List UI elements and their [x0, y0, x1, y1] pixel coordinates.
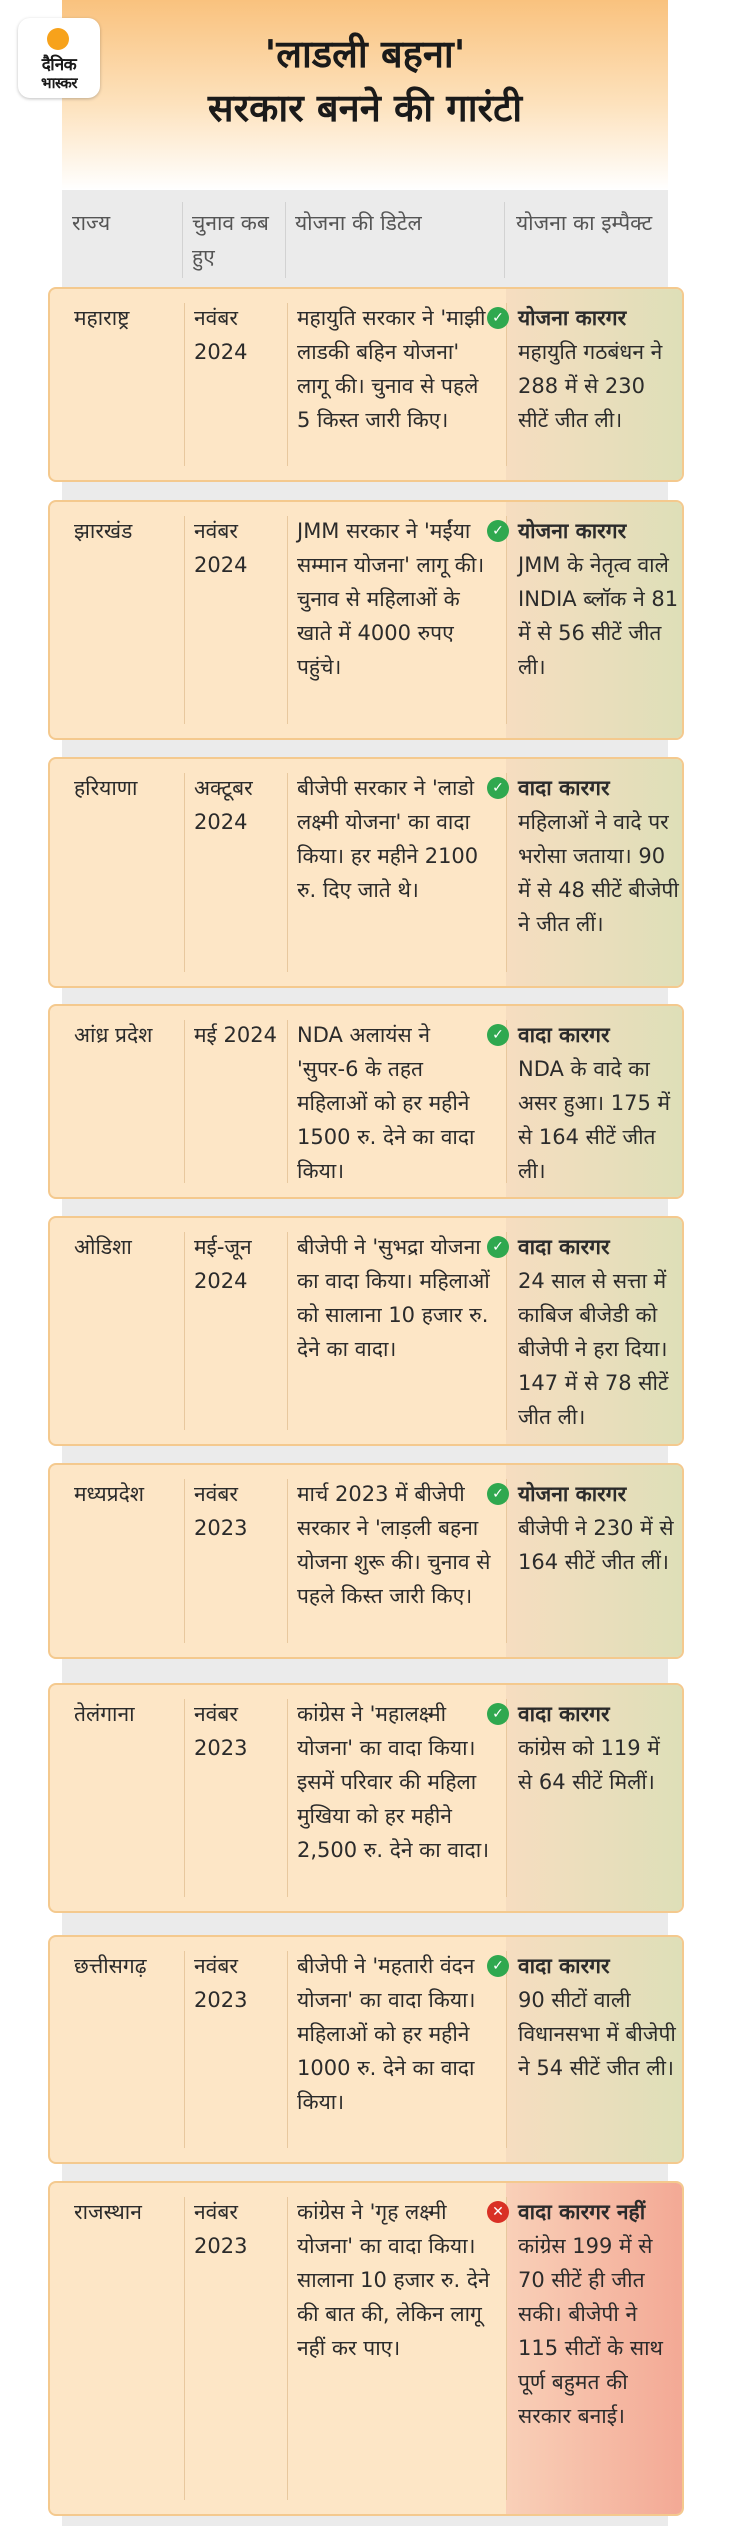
scheme-detail: मार्च 2023 में बीजेपी सरकार ने 'लाड़ली बहना योजना शुरू की। चुनाव से पहले किस्त जारी किए। [297, 1482, 491, 1608]
table-row [48, 2181, 684, 2516]
scheme-detail: कांग्रेस ने 'महालक्ष्मी योजना' का वादा किया। इसमें परिवार की महिला मुखिया को हर महीने 2,500 रु. देने का वादा। [297, 1702, 490, 1862]
status-label: वादा कारगर [518, 776, 610, 800]
election-date: नवंबर 2023 [194, 2200, 248, 2258]
status-label: वादा कारगर नहीं [518, 2200, 646, 2224]
state-name: तेलंगाना [74, 1702, 135, 1726]
column-divider [287, 773, 288, 972]
election-date: नवंबर 2023 [194, 1482, 248, 1540]
state-name: आंध्र प्रदेश [74, 1023, 153, 1047]
header-divider [285, 202, 286, 278]
column-divider [506, 2197, 507, 2500]
column-divider [184, 1232, 185, 1430]
column-divider [184, 2197, 185, 2500]
check-icon: ✓ [487, 1024, 509, 1046]
column-divider [506, 1232, 507, 1430]
check-icon: ✓ [487, 1483, 509, 1505]
column-header-impact: योजना का इम्पैक्ट [516, 211, 653, 235]
column-divider [184, 1699, 185, 1897]
column-divider [287, 1232, 288, 1430]
impact-cell [518, 1477, 680, 1579]
impact-text: महायुति गठबंधन ने 288 में से 230 सीटें जीत ली। [518, 340, 663, 432]
cross-icon: ✕ [487, 2201, 509, 2223]
impact-cell [518, 1018, 680, 1188]
impact-cell [518, 514, 680, 684]
state-name: राजस्थान [74, 2200, 142, 2224]
column-divider [184, 1951, 185, 2148]
column-header-when: चुनाव कब हुए [192, 211, 269, 269]
status-label: वादा कारगर [518, 1235, 610, 1259]
column-divider [287, 1951, 288, 2148]
column-divider [506, 303, 507, 466]
column-divider [287, 1699, 288, 1897]
column-divider [184, 516, 185, 724]
impact-text: 24 साल से सत्ता में काबिज बीजेडी को बीजेपी ने हरा दिया। 147 में से 78 सीटें जीत ली। [518, 1269, 669, 1429]
table-row [48, 500, 684, 740]
column-divider [184, 773, 185, 972]
header-divider [182, 202, 183, 278]
table-row [48, 757, 684, 988]
column-divider [506, 773, 507, 972]
check-icon: ✓ [487, 1236, 509, 1258]
state-name: छत्तीसगढ़ [74, 1954, 147, 1978]
column-divider [287, 2197, 288, 2500]
table-row [48, 1004, 684, 1199]
impact-text: JMM के नेतृत्व वाले INDIA ब्लॉक ने 81 में से 56 सीटें जीत ली। [518, 553, 679, 679]
election-date: अक्टूबर 2024 [194, 776, 253, 834]
column-divider [184, 1479, 185, 1643]
impact-text: बीजेपी ने 230 में से 164 सीटें जीत लीं। [518, 1516, 674, 1574]
impact-text: कांग्रेस को 119 में से 64 सीटें मिलीं। [518, 1736, 660, 1794]
state-name: ओडिशा [74, 1235, 132, 1259]
table-row [48, 1216, 684, 1446]
election-date: मई 2024 [194, 1023, 277, 1047]
scheme-detail: बीजेपी ने 'सुभद्रा योजना का वादा किया। महिलाओं को सालाना 10 हजार रु. देने का वादा। [297, 1235, 490, 1361]
status-label: योजना कारगर [518, 519, 627, 543]
scheme-detail: बीजेपी ने 'महतारी वंदन योजना' का वादा किया। महिलाओं को हर महीने 1000 रु. देने का वादा किया। [297, 1954, 476, 2114]
check-icon: ✓ [487, 1703, 509, 1725]
column-header-state: राज्य [72, 211, 111, 235]
impact-cell [518, 1697, 680, 1799]
column-divider [184, 1020, 185, 1183]
impact-text: 90 सीटों वाली विधानसभा में बीजेपी ने 54 सीटें जीत ली। [518, 1988, 676, 2080]
impact-cell [518, 2195, 680, 2433]
impact-cell [518, 301, 680, 437]
impact-cell [518, 1230, 680, 1434]
table-row [48, 287, 684, 482]
impact-cell [518, 1949, 680, 2085]
brand-line-1: दैनिक [41, 55, 77, 75]
impact-text: NDA के वादे का असर हुआ। 175 में से 164 सीटें जीत ली। [518, 1057, 671, 1183]
scheme-detail: NDA अलायंस ने 'सुपर-6 के तहत महिलाओं को हर महीने 1500 रु. देने का वादा किया। [297, 1023, 475, 1183]
column-divider [287, 1479, 288, 1643]
election-date: मई-जून 2024 [194, 1235, 252, 1293]
status-label: वादा कारगर [518, 1023, 610, 1047]
election-date: नवंबर 2023 [194, 1702, 248, 1760]
scheme-detail: JMM सरकार ने 'मईंया सम्मान योजना' लागू की। चुनाव से महिलाओं के खाते में 4000 रुपए पहुंचे। [297, 519, 485, 679]
scheme-detail: बीजेपी सरकार ने 'लाडो लक्ष्मी योजना' का वादा किया। हर महीने 2100 रु. दिए जाते थे। [297, 776, 479, 902]
status-label: वादा कारगर [518, 1954, 610, 1978]
check-icon: ✓ [487, 777, 509, 799]
election-date: नवंबर 2024 [194, 306, 248, 364]
column-divider [506, 1020, 507, 1183]
election-date: नवंबर 2023 [194, 1954, 248, 2012]
column-divider [287, 516, 288, 724]
check-icon: ✓ [487, 307, 509, 329]
column-header-detail: योजना की डिटेल [295, 211, 422, 235]
check-icon: ✓ [487, 1955, 509, 1977]
scheme-detail: कांग्रेस ने 'गृह लक्ष्मी योजना' का वादा किया। सालाना 10 हजार रु. देने की बात की, लेकिन लागू नहीं कर पाए। [297, 2200, 490, 2360]
status-label: योजना कारगर [518, 1482, 627, 1506]
election-date: नवंबर 2024 [194, 519, 248, 577]
column-divider [506, 1699, 507, 1897]
state-name: हरियाणा [74, 776, 138, 800]
brand-line-2: भास्कर [41, 74, 77, 92]
column-divider [287, 303, 288, 466]
page-title-line-1: 'लाडली बहना' [264, 32, 466, 76]
check-icon: ✓ [487, 520, 509, 542]
state-name: झारखंड [74, 519, 133, 543]
header-divider [504, 202, 505, 278]
page-title-line-2: सरकार बनने की गारंटी [207, 86, 523, 130]
status-label: वादा कारगर [518, 1702, 610, 1726]
column-divider [287, 1020, 288, 1183]
scheme-detail: महायुति सरकार ने 'माझी लाडकी बहिन योजना' लागू की। चुनाव से पहले 5 किस्त जारी किए। [297, 306, 486, 432]
impact-text: कांग्रेस 199 में से 70 सीटें ही जीत सकी। बीजेपी ने 115 सीटों के साथ पूर्ण बहुमत की सरकार बनाई। [518, 2234, 663, 2428]
impact-cell [518, 771, 680, 941]
impact-text: महिलाओं ने वादे पर भरोसा जताया। 90 में से 48 सीटें बीजेपी ने जीत लीं। [518, 810, 679, 936]
column-divider [184, 303, 185, 466]
column-divider [506, 516, 507, 724]
column-divider [506, 1479, 507, 1643]
table-row [48, 1683, 684, 1913]
state-name: महाराष्ट्र [74, 306, 130, 330]
state-name: मध्यप्रदेश [74, 1482, 145, 1506]
status-label: योजना कारगर [518, 306, 627, 330]
table-row [48, 1935, 684, 2164]
column-divider [506, 1951, 507, 2148]
table-row [48, 1463, 684, 1659]
